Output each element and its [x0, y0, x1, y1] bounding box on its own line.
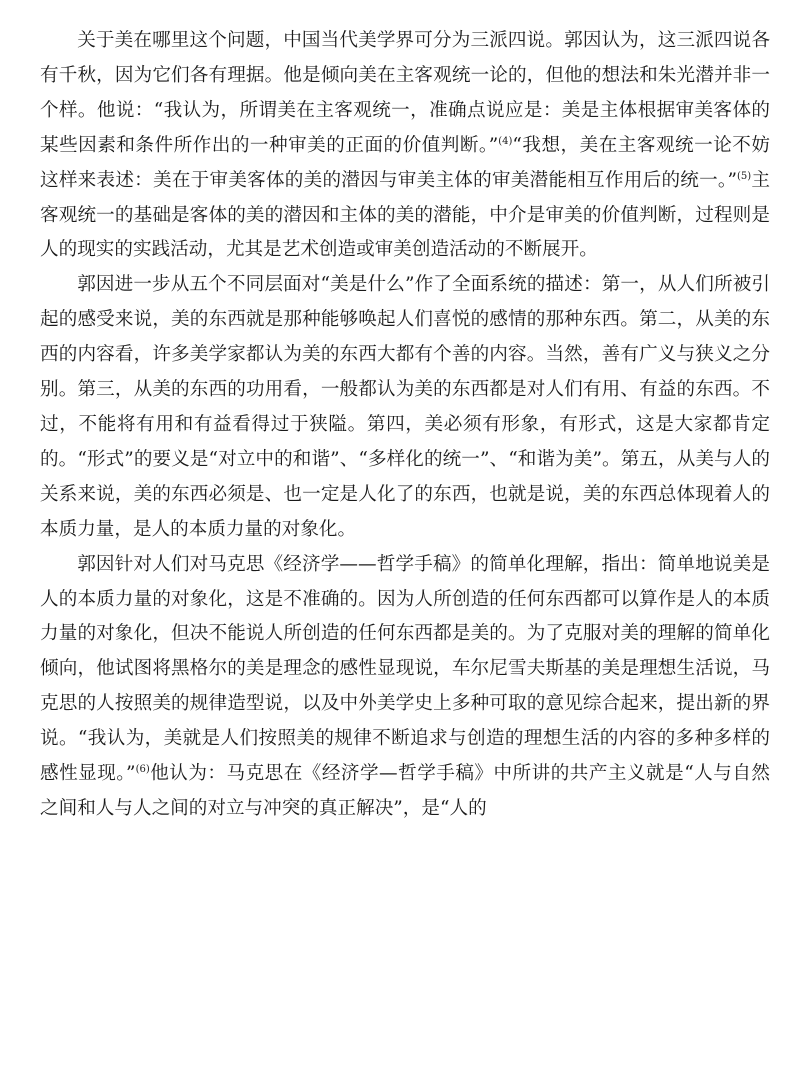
text-run: 主客观统一的基础是客体的美的潜因和主体的美的潜能，中介是审美的价值判断，过程则是人的现实的实践活动，尤其是艺术创造或审美创造活动的不断展开。: [40, 169, 770, 261]
paragraph: [40, 24, 770, 268]
footnote-reference: (5): [736, 170, 752, 182]
text-run: 关于美在哪里这个问题，中国当代美学界可分为三派四说。郭因认为，这三派四说各有千秋，因为它们各有理据。他是倾向美在主客观统一论的，但他的想法和朱光潜并非一个样。他说：“我认为，所谓美在主客观统一，准确点说应是：美是主体根据审美客体的某些因素和条件所作出的一种审美的正面的价值判断。”: [40, 30, 770, 156]
paragraph: [40, 548, 770, 827]
text-run: 郭因进一步从五个不同层面对“美是什么”作了全面系统的描述：第一，从人们所被引起的感受来说，美的东西就是那种能够唤起人们喜悦的感情的那种东西。第二，从美的东西的内容看，许多美学家都认为美的东西大都有个善的内容。当然，善有广义与狭义之分别。第三，从美的东西的功用看，一般都认为美的东西都是对人们有用、有益的东西。不过，不能将有用和有益看得过于狭隘。第四，美必须有形象，有形式，这是大家都肯定的。“形式”的要义是“对立中的和谐”、“多样化的统一”、“和谐为美”。第五，从美与人的关系来说，美的东西必须是、也一定是人化了的东西，也就是说，美的东西总体现着人的本质力量，是人的本质力量的对象化。: [40, 274, 770, 540]
paragraph: [40, 268, 770, 547]
footnote-reference: (4): [498, 135, 513, 147]
body-text: [40, 24, 770, 827]
text-run: 他认为：马克思在《经济学—哲学手稿》中所讲的共产主义就是“人与自然之间和人与人之间的对立与冲突的真正解决”，是“人的: [40, 763, 770, 819]
footnote-reference: (6): [135, 763, 150, 775]
text-run: 郭因针对人们对马克思《经济学——哲学手稿》的简单化理解，指出：简单地说美是人的本质力量的对象化，这是不准确的。因为人所创造的任何东西都可以算作是人的本质力量的对象化，但决不能说人所创造的任何东西都是美的。为了克服对美的理解的简单化倾向，他试图将黑格尔的美是理念的感性显现说，车尔尼雪夫斯基的美是理想生活说，马克思的人按照美的规律造型说，以及中外美学史上多种可取的意见综合起来，提出新的界说。“我认为，美就是人们按照美的规律不断追求与创造的理想生活的内容的多种多样的感性显现。”: [40, 553, 770, 785]
text-run: “我想，美在主客观统一论不妨这样来表述：美在于审美客体的美的潜因与审美主体的审美潜能相互作用后的统一。”: [40, 134, 770, 191]
